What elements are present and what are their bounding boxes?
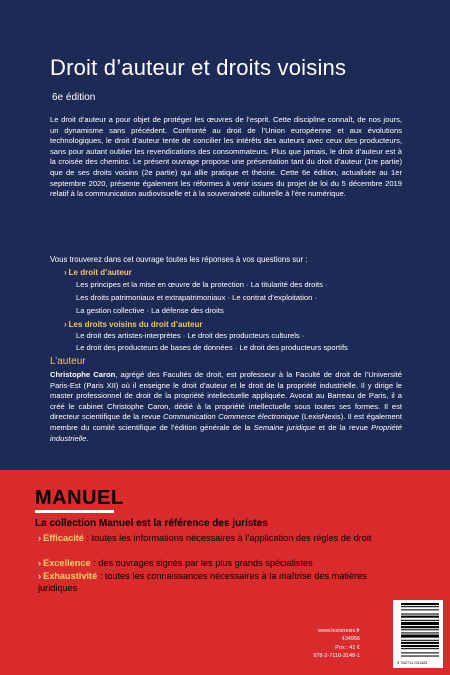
revue-title: Communication Commerce électronique	[162, 412, 300, 422]
publisher-info	[313, 627, 360, 661]
section-line: Le droit des producteurs de bases de données · Le droit des producteurs sportifs	[76, 343, 348, 352]
author-name: Christophe Caron	[50, 370, 116, 379]
arrow-icon: ›	[38, 571, 42, 581]
section-line: Les droits patrimoniaux et extrapatrimoniaux · Le contrat d’exploitation ·	[76, 293, 318, 302]
barcode-bar	[401, 603, 439, 605]
arrow-icon: ›	[38, 533, 42, 543]
author-heading: L’auteur	[50, 356, 86, 367]
price: Prix : 41 €	[335, 644, 360, 651]
barcode-bar	[401, 616, 439, 618]
barcode-bar	[401, 645, 439, 647]
barcode-bar	[401, 642, 439, 644]
barcode-bar	[401, 648, 439, 649]
section-title-droit-auteur: › Le droit d’auteur	[64, 268, 132, 277]
barcode-bar	[401, 606, 439, 607]
barcode-bar	[401, 652, 439, 653]
isbn: 978-2-7110-3148-1	[313, 653, 360, 660]
feature-excellence: › Excellence : des ouvrages signés par les plus grands spécialistes	[38, 558, 313, 568]
author-bio: Christophe Caron, agrégé des Facultés de droit, est professeur à la Faculté de droit de l’Université Paris-Est (Paris XII) où il enseigne le droit d’auteur et le droit de la propriété industrielle. Il y dirige le master professionnel de droit de la propriété intellectuelle appliquée. Avocat au Barreau de Paris, il a créé le cabinet Christophe Caron, dédié à la propriété intellectuelle sous toutes ses formes. Il est directeur scientifique de la revue Communication Commerce électronique (LexisNexis). Il est également membre du comité scientifique de l’édition générale de la Semaine juridique et de la revue Propriété industrielle.	[50, 370, 402, 443]
barcode-icon	[393, 600, 443, 668]
arrow-icon: ›	[64, 268, 67, 277]
barcode-bar	[401, 632, 439, 633]
barcode-bar	[401, 620, 439, 621]
arrow-icon: ›	[38, 558, 42, 568]
barcode-bar	[401, 609, 439, 610]
revue-title: Semaine juridique	[253, 422, 316, 432]
section-line: Les principes et la mise en œuvre de la protection · La titularité des droits ·	[76, 280, 328, 289]
barcode-bar	[401, 626, 439, 628]
book-title: Droit d’auteur et droits voisins	[50, 55, 347, 80]
publisher-code: 434956	[341, 636, 360, 643]
feature-efficacite: › Efficacité : toutes les informations nécessaires à l’application des règles de droit	[38, 533, 372, 543]
revue-title: Propriété industrielle	[50, 422, 402, 443]
barcode-digits: 9 782711 031481	[397, 660, 428, 665]
section-line: La gestion collective · La défense des droits	[76, 306, 224, 315]
book-edition: 6e édition	[52, 92, 96, 103]
questions-lead: Vous trouverez dans cet ouvrage toutes les réponses à vos questions sur :	[50, 255, 308, 264]
barcode-bar	[401, 629, 439, 630]
barcode-bar	[401, 640, 439, 641]
barcode	[393, 600, 443, 668]
publisher-website: www.lexisnexis.fr	[318, 628, 360, 634]
barcode-bar	[401, 614, 439, 615]
section-line: Le droit des artistes-interprètes · Le droit des producteurs culturels ·	[76, 331, 305, 340]
collection-name: MANUEL	[35, 487, 124, 509]
barcode-bar	[401, 635, 439, 638]
collection-underline	[35, 510, 114, 513]
collection-tagline: La collection Manuel est la référence des juristes	[35, 518, 268, 529]
barcode-bar	[401, 622, 439, 625]
feature-exhaustivite: › Exhaustivité : toutes les connaissances nécessaires à la maîtrise des matières juridiques	[38, 571, 367, 593]
barcode-bar	[401, 656, 439, 657]
arrow-icon: ›	[64, 320, 67, 329]
section-title-droits-voisins: › Les droits voisins du droit d’auteur	[64, 320, 203, 329]
intro-paragraph: Le droit d’auteur a pour objet de protéger les œuvres de l’esprit. Cette discipline connaît, de nos jours, un dynamisme sans précédent. Confronté au droit de l’Union européenne et aux évolutions technologiques, le droit d’auteur tente de concilier les intérêts des auteurs avec ceux des producteurs, sans pour autant oublier les revendications des consommateurs. Plus que jamais, le droit d’auteur est à la croisée des chemins. Le présent ouvrage propose une présentation tant du droit d’auteur (1re partie) que de ses droits voisins (2e partie) qui allie pratique et théorie. Cette 6e édition, actualisée au 1er septembre 2020, présente également les réformes à venir issues du projet de loi du 5 décembre 2019 relatif à la communication audiovisuelle et à la souveraineté culturelle à l’ère numérique.	[50, 115, 402, 199]
